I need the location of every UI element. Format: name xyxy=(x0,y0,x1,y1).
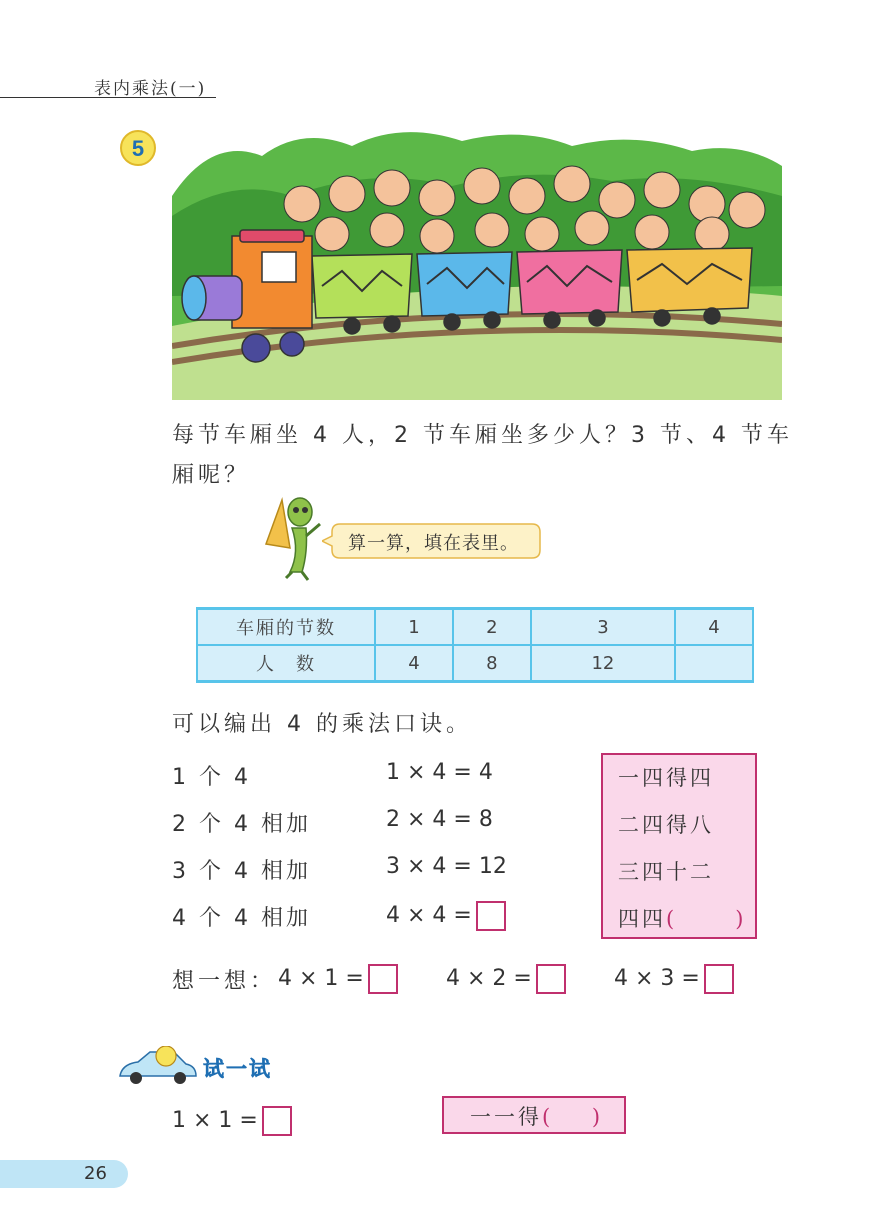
rhyme-line: 一四得四 xyxy=(618,766,714,790)
table-cell: 4 xyxy=(375,645,453,682)
sum-words: 2 个 4 相加 xyxy=(172,812,311,837)
try-rhyme-row xyxy=(470,1101,603,1131)
answer-parentheses[interactable]: ( ) xyxy=(542,1105,604,1129)
train-illustration xyxy=(172,126,782,400)
table-cell: 4 xyxy=(675,609,753,646)
think-item xyxy=(614,964,734,994)
tip-text: 算一算，填在表里。 xyxy=(348,533,519,554)
intro-text: 可以编出 4 的乘法口诀。 xyxy=(172,712,472,737)
page-number-bar xyxy=(0,1160,128,1188)
sum-words: 1 个 4 xyxy=(172,765,251,790)
answer-box[interactable] xyxy=(536,964,566,994)
train-table xyxy=(196,607,754,683)
sum-words: 4 个 4 相加 xyxy=(172,906,311,931)
example-number: 5 xyxy=(131,136,145,161)
sum-equation: 4 × 4 = xyxy=(386,903,472,928)
think-label: 想一想： xyxy=(172,969,277,994)
rhyme-line-row xyxy=(618,903,746,933)
sum-words: 3 个 4 相加 xyxy=(172,859,311,884)
sum-equation: 1 × 4 = 4 xyxy=(386,760,493,785)
answer-box[interactable] xyxy=(368,964,398,994)
think-equation: 4 × 3 = xyxy=(614,966,700,991)
sum-equation: 3 × 4 = 12 xyxy=(386,854,507,879)
sum-equation: 2 × 4 = 8 xyxy=(386,807,493,832)
answer-box[interactable] xyxy=(704,964,734,994)
think-item xyxy=(446,964,566,994)
table-cell: 12 xyxy=(531,645,675,682)
try-item xyxy=(172,1106,292,1136)
try-label: 试一试 xyxy=(203,1057,272,1081)
try-rhyme: 一一得 xyxy=(470,1105,542,1129)
car-icon xyxy=(116,1046,198,1088)
question-line-1: 每节车厢坐 4 人，2 节车厢坐多少人？3 节、4 节车 xyxy=(172,423,793,448)
example-number-badge xyxy=(118,128,158,168)
row-header-cars: 车厢的节数 xyxy=(197,609,375,646)
think-equation: 4 × 1 = xyxy=(278,966,364,991)
table-cell: 1 xyxy=(375,609,453,646)
page-number: 26 xyxy=(84,1163,107,1184)
table-row xyxy=(197,645,753,682)
think-item xyxy=(278,964,398,994)
think-equation: 4 × 2 = xyxy=(446,966,532,991)
chapter-title: 表内乘法(一) xyxy=(94,79,207,99)
answer-cell[interactable] xyxy=(675,645,753,682)
rhyme-line: 四四 xyxy=(618,907,666,931)
rhyme-line: 三四十二 xyxy=(618,860,714,884)
mascot-character xyxy=(262,492,328,584)
table-cell: 2 xyxy=(453,609,531,646)
table-cell: 3 xyxy=(531,609,675,646)
table-row xyxy=(197,609,753,646)
row-header-people: 人 数 xyxy=(197,645,375,682)
answer-box[interactable] xyxy=(262,1106,292,1136)
table-cell: 8 xyxy=(453,645,531,682)
header-rule xyxy=(0,97,216,98)
rhyme-line: 二四得八 xyxy=(618,813,714,837)
sum-equation-row xyxy=(386,901,506,931)
answer-parentheses[interactable]: ( ) xyxy=(666,907,747,931)
try-equation: 1 × 1 = xyxy=(172,1108,258,1133)
question-line-2: 厢呢？ xyxy=(172,463,251,488)
answer-box[interactable] xyxy=(476,901,506,931)
